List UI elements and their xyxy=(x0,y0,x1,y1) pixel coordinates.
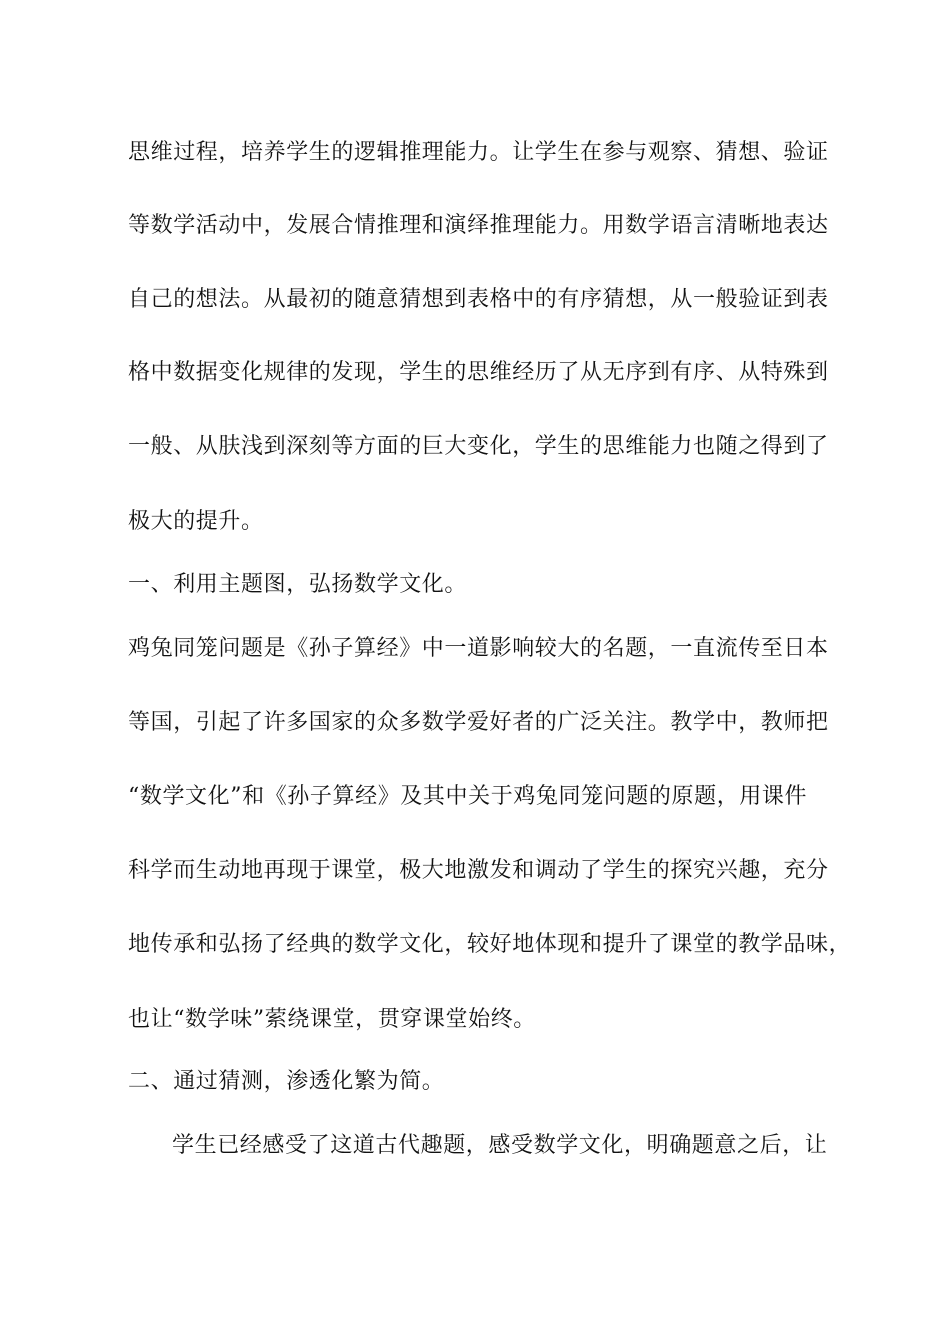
paragraph-line: 鸡兔同笼问题是《孙子算经》中一道影响较大的名题，一直流传至日本 xyxy=(128,636,829,661)
section-heading: 一、利用主题图，弘扬数学文化。 xyxy=(128,572,468,597)
paragraph-line: 思维过程，培养学生的逻辑推理能力。让学生在参与观察、猜想、验证 xyxy=(128,140,829,165)
paragraph-line: “数学文化”和《孙子算经》及其中关于鸡兔同笼问题的原题，用课件 xyxy=(128,784,808,809)
paragraph-line: 自己的想法。从最初的随意猜想到表格中的有序猜想，从一般验证到表 xyxy=(128,287,829,312)
paragraph-line: 等国，引起了许多国家的众多数学爱好者的广泛关注。教学中，教师把 xyxy=(128,710,829,735)
paragraph-line: 格中数据变化规律的发现，学生的思维经历了从无序到有序、从特殊到 xyxy=(128,360,829,385)
paragraph-line: 极大的提升。 xyxy=(128,509,264,534)
paragraph-line: 一般、从肤浅到深刻等方面的巨大变化，学生的思维能力也随之得到了 xyxy=(128,434,829,459)
paragraph-line: 地传承和弘扬了经典的数学文化，较好地体现和提升了课堂的教学品味， xyxy=(128,932,852,957)
paragraph-line: 学生已经感受了这道古代趣题，感受数学文化，明确题意之后，让 xyxy=(172,1133,828,1158)
section-heading: 二、通过猜测，渗透化繁为简。 xyxy=(128,1069,445,1094)
paragraph-line: 也让“数学味”萦绕课堂，贯穿课堂始终。 xyxy=(128,1007,536,1032)
paragraph-line: 等数学活动中，发展合情推理和演绎推理能力。用数学语言清晰地表达 xyxy=(128,213,829,238)
paragraph-line: 科学而生动地再现于课堂，极大地激发和调动了学生的探究兴趣，充分 xyxy=(128,858,829,883)
